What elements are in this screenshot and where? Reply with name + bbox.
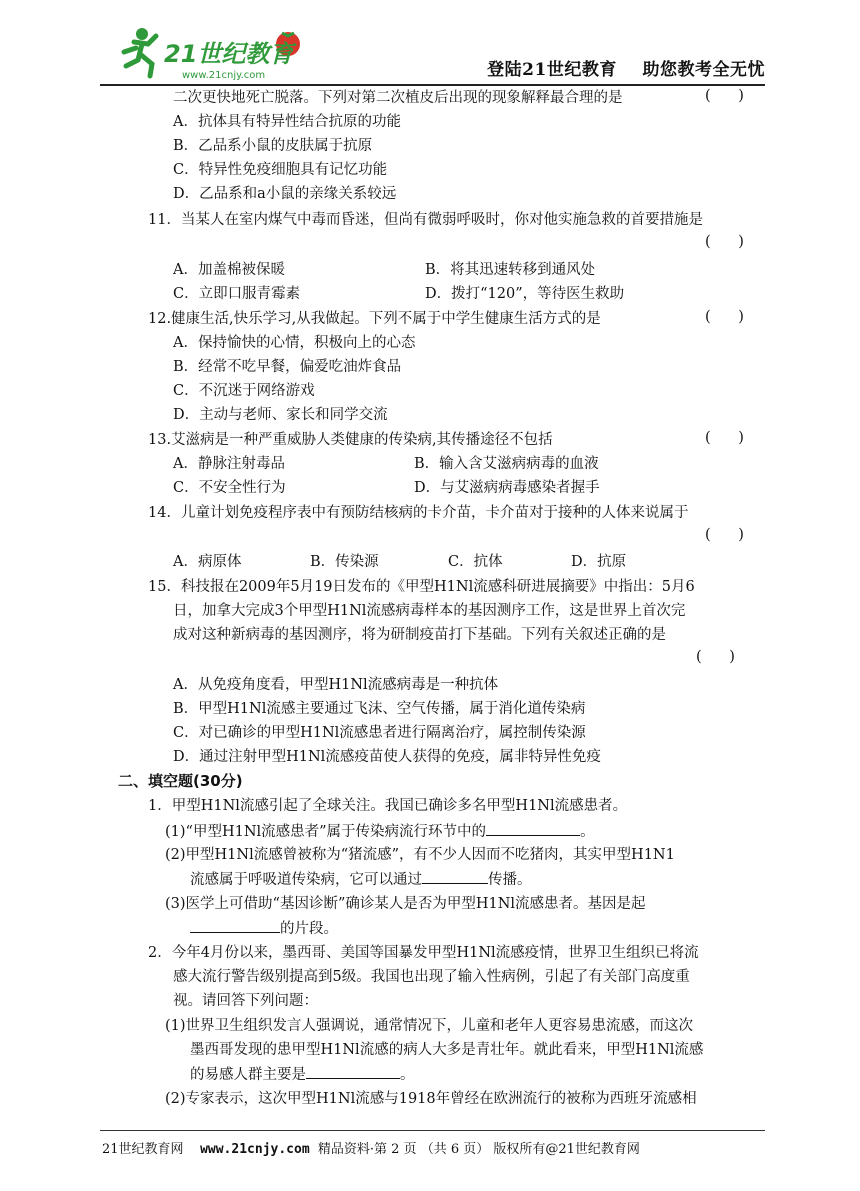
answer-parentheses[interactable]: ( ) bbox=[696, 649, 735, 665]
text-line bbox=[173, 967, 690, 987]
footer-site: 21世纪教育网 bbox=[102, 1142, 184, 1157]
text-line bbox=[190, 869, 532, 890]
line-text: 二、填空题(30分) bbox=[118, 772, 243, 790]
line-text: (1)“甲型H1Nl流感患者”属于传染病流行环节中的 bbox=[165, 824, 487, 840]
answer-parentheses[interactable]: ( ) bbox=[705, 527, 744, 543]
line-text: 日，加拿大完成3个甲型H1Nl流感病毒样本的基因测序工作，这是世界上首次完 bbox=[173, 603, 686, 619]
answer-parentheses[interactable]: ( ) bbox=[705, 234, 744, 250]
text-line bbox=[310, 552, 379, 572]
line-text: 15．科技报在2009年5月19日发布的《甲型H1Nl流感科研进展摘要》中指出：5月6 bbox=[148, 579, 695, 595]
text-line bbox=[148, 430, 553, 450]
blank-suffix: 传播。 bbox=[488, 872, 532, 888]
text-line bbox=[425, 284, 624, 304]
fill-in-blank[interactable] bbox=[422, 869, 488, 884]
answer-parentheses[interactable]: ( ) bbox=[705, 430, 744, 446]
text-line bbox=[173, 723, 586, 743]
text-line bbox=[173, 160, 387, 180]
text-line bbox=[414, 454, 599, 474]
line-text: A．加盖棉被保暖 bbox=[173, 262, 285, 278]
site-logo bbox=[112, 22, 312, 84]
text-line bbox=[173, 625, 666, 645]
line-text: D．乙品系和a小鼠的亲缘关系较远 bbox=[173, 186, 397, 202]
line-text: B．乙品系小鼠的皮肤属于抗原 bbox=[173, 138, 373, 154]
line-text: C．特异性免疫细胞具有记忆功能 bbox=[173, 162, 388, 178]
text-line bbox=[165, 1089, 697, 1109]
text-line bbox=[173, 699, 585, 719]
blank-suffix: 。 bbox=[400, 1067, 415, 1083]
footer-rule bbox=[100, 1130, 765, 1131]
line-text: B．经常不吃早餐，偏爱吃油炸食品 bbox=[173, 359, 402, 375]
text-line bbox=[173, 184, 396, 204]
line-text: C．不沉迷于网络游戏 bbox=[173, 383, 315, 399]
text-line bbox=[173, 454, 285, 474]
answer-parentheses[interactable]: ( ) bbox=[705, 309, 744, 325]
logo-url: www.21cnjy.com bbox=[182, 70, 266, 81]
running-figure-icon bbox=[124, 28, 156, 76]
text-line bbox=[173, 88, 623, 108]
line-text: A．保持愉快的心情，积极向上的心态 bbox=[173, 335, 416, 351]
text-line bbox=[173, 552, 241, 572]
text-line bbox=[165, 1016, 693, 1036]
text-line bbox=[165, 894, 646, 914]
text-line bbox=[173, 333, 415, 353]
line-text: B．甲型H1Nl流感主要通过飞沫、空气传播，属于消化道传染病 bbox=[173, 701, 586, 717]
line-text: D．抗原 bbox=[571, 554, 627, 570]
line-text: A．从免疫角度看，甲型H1Nl流感病毒是一种抗体 bbox=[173, 677, 499, 693]
text-line bbox=[425, 260, 595, 280]
line-text: 的易感人群主要是 bbox=[190, 1067, 306, 1083]
text-line bbox=[190, 1040, 703, 1060]
line-text: A．抗体具有特异性结合抗原的功能 bbox=[173, 114, 401, 130]
text-line bbox=[414, 478, 600, 498]
text-line bbox=[173, 675, 498, 695]
line-text: D．与艾滋病病毒感染者握手 bbox=[414, 480, 600, 496]
text-line bbox=[448, 552, 503, 572]
header-rule bbox=[100, 84, 765, 86]
line-text: (2)甲型H1Nl流感曾被称为“猪流感”，有不少人因而不吃猪肉，其实甲型H1N1 bbox=[165, 847, 675, 863]
line-text: 13.艾滋病是一种严重威胁人类健康的传染病,其传播途径不包括 bbox=[148, 432, 553, 448]
line-text: 11．当某人在室内煤气中毒而昏迷，但尚有微弱呼吸时，你对他实施急救的首要措施是 bbox=[148, 212, 703, 228]
text-line bbox=[173, 478, 286, 498]
line-text: 视。请回答下列问题： bbox=[173, 993, 318, 1009]
page-header bbox=[0, 0, 860, 90]
answer-parentheses[interactable]: ( ) bbox=[705, 88, 744, 104]
line-text: B．输入含艾滋病病毒的血液 bbox=[414, 456, 599, 472]
text-line bbox=[148, 309, 601, 329]
text-line bbox=[173, 381, 315, 401]
text-line bbox=[148, 210, 703, 230]
text-line bbox=[173, 991, 318, 1011]
text-line bbox=[190, 918, 338, 939]
line-text: 墨西哥发现的患甲型H1Nl流感的病人大多是青壮年。就此看来，甲型H1Nl流感 bbox=[190, 1042, 704, 1058]
line-text: C．不安全性行为 bbox=[173, 480, 286, 496]
line-text: A．病原体 bbox=[173, 554, 242, 570]
text-line bbox=[173, 112, 401, 132]
text-line bbox=[165, 845, 675, 865]
footer-text bbox=[102, 1138, 640, 1157]
text-line bbox=[173, 357, 401, 377]
line-text: C．立即口服青霉素 bbox=[173, 286, 301, 302]
footer-url: www.21cnjy.com bbox=[200, 1142, 310, 1157]
logo-text: 21世纪教育 bbox=[164, 40, 294, 68]
line-text: 2．今年4月份以来，墨西哥、美国等国暴发甲型H1Nl流感疫情，世界卫生组织已将流 bbox=[148, 945, 699, 961]
line-text: 感大流行警告级别提高到5级。我国也出现了输入性病例，引起了有关部门高度重 bbox=[173, 969, 690, 985]
line-text: B．将其迅速转移到通风处 bbox=[425, 262, 596, 278]
line-text: (3)医学上可借助“基因诊断”确诊某人是否为甲型H1Nl流感患者。基因是起 bbox=[165, 896, 646, 912]
line-text: D．拨打“120”，等待医生救助 bbox=[425, 286, 625, 302]
text-line bbox=[165, 821, 595, 842]
footer-page-info: 精品资料·第 2 页 （共 6 页） 版权所有@21世纪教育网 bbox=[317, 1142, 640, 1157]
line-text: (1)世界卫生组织发言人强调说，通常情况下，儿童和老年人更容易患流感，而这次 bbox=[165, 1018, 694, 1034]
line-text: A．静脉注射毒品 bbox=[173, 456, 285, 472]
line-text: 14．儿童计划免疫程序表中有预防结核病的卡介苗，卡介苗对于接种的人体来说属于 bbox=[148, 505, 689, 521]
line-text: 成对这种新病毒的基因测序，将为研制疫苗打下基础。下列有关叙述正确的是 bbox=[173, 627, 666, 643]
line-text: D．主动与老师、家长和同学交流 bbox=[173, 407, 388, 423]
text-line bbox=[173, 136, 372, 156]
line-text: C．对已确诊的甲型H1Nl流感患者进行隔离治疗，属控制传染源 bbox=[173, 725, 586, 741]
line-text: 二次更快地死亡脱落。下列对第二次植皮后出现的现象解释最合理的是 bbox=[173, 90, 623, 106]
blank-suffix: 。 bbox=[580, 824, 595, 840]
blank-suffix: 的片段。 bbox=[280, 921, 338, 937]
line-text: D．通过注射甲型H1Nl流感疫苗使人获得的免疫，属非特异性免疫 bbox=[173, 749, 601, 765]
text-line bbox=[148, 577, 695, 597]
text-line bbox=[571, 552, 626, 572]
text-line bbox=[148, 943, 699, 963]
text-line bbox=[148, 503, 688, 523]
line-text: 流感属于呼吸道传染病，它可以通过 bbox=[190, 872, 422, 888]
line-text: (2)专家表示，这次甲型H1Nl流感与1918年曾经在欧洲流行的被称为西班牙流感相 bbox=[165, 1091, 697, 1107]
line-text: C．抗体 bbox=[448, 554, 503, 570]
line-text: 12.健康生活,快乐学习,从我做起。下列不属于中学生健康生活方式的是 bbox=[148, 311, 601, 327]
line-text: B．传染源 bbox=[310, 554, 379, 570]
page-footer bbox=[0, 1130, 860, 1170]
fill-in-blank[interactable] bbox=[486, 821, 580, 836]
text-line bbox=[190, 1064, 415, 1085]
section-heading bbox=[118, 771, 243, 791]
fill-in-blank[interactable] bbox=[190, 918, 280, 933]
text-line bbox=[173, 405, 388, 425]
text-line bbox=[173, 260, 285, 280]
text-line bbox=[148, 796, 627, 816]
header-slogan: 登陆21世纪教育 助您教考全无忧 bbox=[487, 60, 765, 80]
text-line bbox=[173, 284, 300, 304]
text-line bbox=[173, 601, 685, 621]
fill-in-blank[interactable] bbox=[306, 1064, 400, 1079]
text-line bbox=[173, 747, 601, 767]
line-text: 1．甲型H1Nl流感引起了全球关注。我国已确诊多名甲型H1Nl流感患者。 bbox=[148, 798, 628, 814]
